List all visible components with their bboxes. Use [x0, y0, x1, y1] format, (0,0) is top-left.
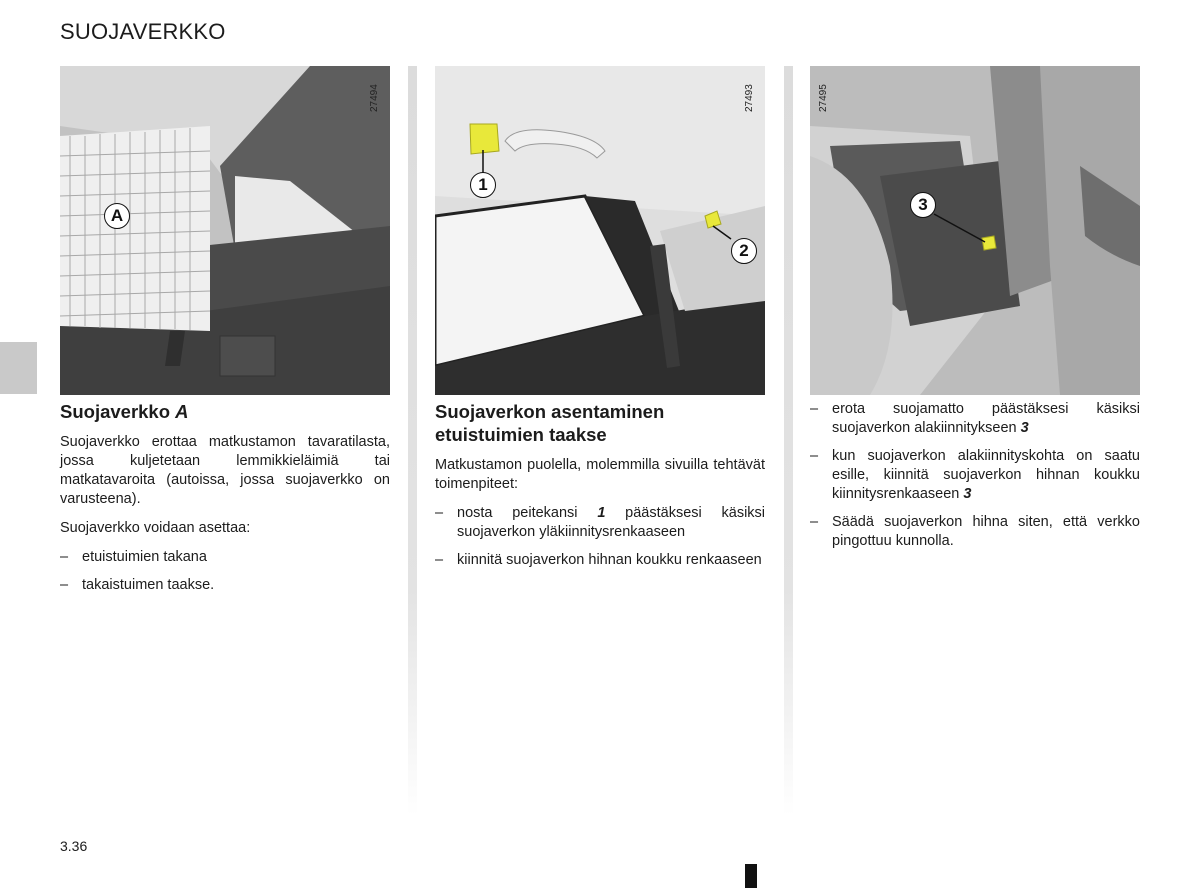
figure-reference-number: 27494 — [369, 84, 380, 112]
upper-anchor-illustration — [435, 66, 765, 395]
figure-lower-anchor-photo — [810, 66, 1140, 395]
lower-anchor-illustration — [810, 66, 1140, 395]
item-reference: 3 — [963, 486, 972, 502]
list-item: – kun suojaverkon alakiinnityskohta on saatu esille, kiinnitä suojaverkon hihnan koukku kiinnitysrenkaaseen 3 — [810, 447, 1140, 504]
column-3-text — [810, 400, 1140, 560]
bullet-list — [810, 400, 1140, 551]
bullet-list — [435, 504, 765, 570]
figure-reference-number: 27493 — [744, 84, 755, 112]
section-heading: Suojaverkon asentaminen etuistuimien taakse — [435, 401, 665, 445]
paragraph: Matkustamon puolella, molemmilla sivuilla tehtävät toimenpiteet: — [435, 457, 765, 492]
bullet-list — [60, 548, 390, 595]
paragraph: Suojaverkko erottaa matkustamon tavaratilasta, jossa kuljetetaan lemmikkieläimiä tai matkatavaroita (autoissa, jossa suojaverkko on varusteena). — [60, 434, 390, 507]
heading-reference: A — [175, 401, 189, 422]
list-item: – Säädä suojaverkon hihna siten, että verkko pingottuu kunnolla. — [810, 513, 1140, 551]
item-reference: 1 — [597, 505, 606, 521]
list-item: – takaistuimen taakse. — [60, 576, 390, 595]
figure-upper-anchor-photo — [435, 66, 765, 395]
page-edge-marker — [745, 864, 757, 888]
page-number: 3.36 — [60, 838, 88, 854]
cargo-net-illustration — [60, 66, 390, 395]
page-title: SUOJAVERKKO — [60, 19, 226, 44]
item-reference: 3 — [1020, 420, 1029, 436]
chapter-side-tab — [0, 342, 37, 394]
callout-1: 1 — [470, 172, 496, 198]
callout-2: 2 — [731, 238, 757, 264]
list-item: – erota suojamatto päästäksesi käsiksi suojaverkon alakiinnitykseen 3 — [810, 400, 1140, 438]
column-2-text — [435, 400, 765, 579]
section-heading: Suojaverkko A — [60, 401, 189, 422]
figure-reference-number: 27495 — [818, 84, 829, 112]
list-item: – kiinnitä suojaverkon hihnan koukku renkaaseen — [435, 551, 765, 570]
list-item: – etuistuimien takana — [60, 548, 390, 567]
paragraph: Suojaverkko voidaan asettaa: — [60, 520, 251, 536]
figure-cargo-net-photo — [60, 66, 390, 395]
column-divider — [784, 66, 793, 816]
callout-3: 3 — [910, 192, 936, 218]
list-item: – nosta peitekansi 1 päästäksesi käsiksi suojaverkon yläkiinnitysrenkaaseen — [435, 504, 765, 542]
callout-a: A — [104, 203, 130, 229]
column-divider — [408, 66, 417, 816]
column-1-text — [60, 400, 390, 604]
